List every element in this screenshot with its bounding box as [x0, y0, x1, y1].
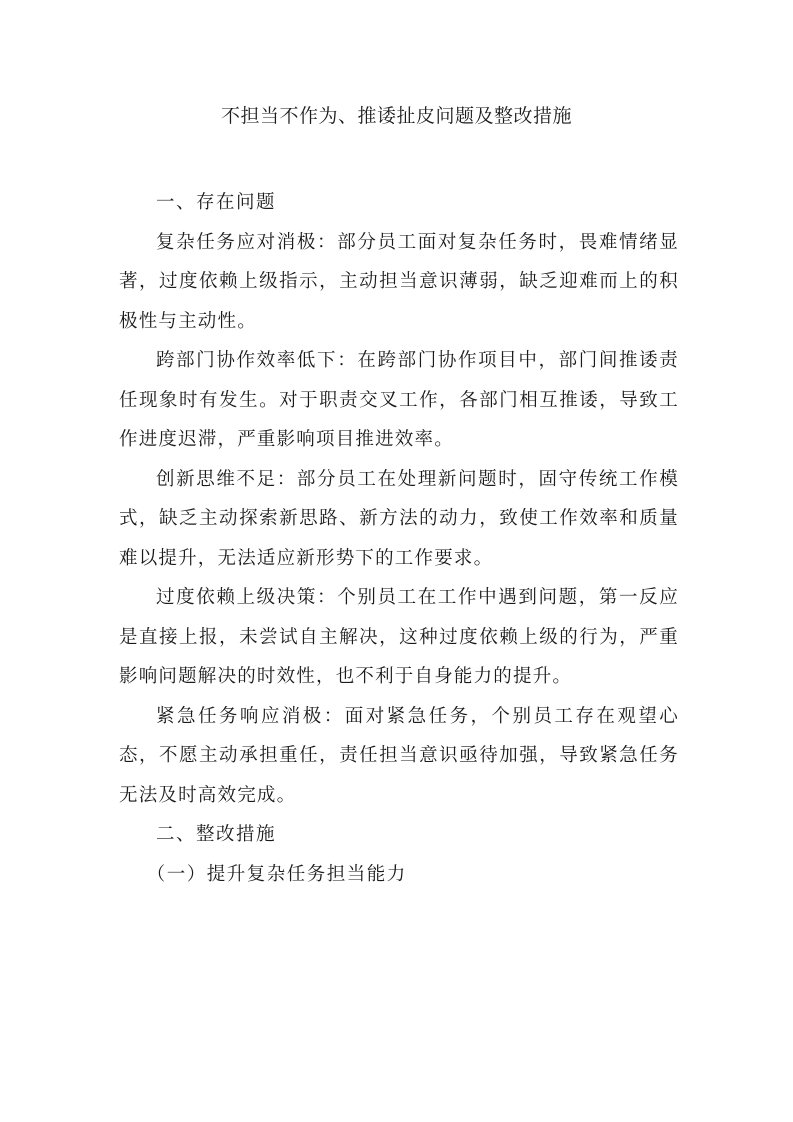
- section-heading-measures: 二、整改措施: [156, 824, 277, 845]
- paragraph-innovation: 创新思维不足：部分员工在处理新问题时，固守传统工作模式，缺乏主动探索新思路、新方法的动力，致使工作效率和质量难以提升，无法适应新形势下的工作要求。: [119, 468, 679, 569]
- paragraph-over-reliance: 过度依赖上级决策：个别员工在工作中遇到问题，第一反应是直接上报，未尝试自主解决，这种过度依赖上级的行为，严重影响问题解决的时效性，也不利于自身能力的提升。: [119, 587, 679, 687]
- section-heading-problems: 一、存在问题: [156, 192, 277, 213]
- subsection-heading-complex-tasks: （一）提升复杂任务担当能力: [146, 863, 407, 885]
- document-body: [119, 183, 679, 894]
- paragraph-cross-department: 跨部门协作效率低下：在跨部门协作项目中，部门间推诿责任现象时有发生。对于职责交叉工作，各部门相互推诿，导致工作进度迟滞，严重影响项目推进效率。: [119, 350, 679, 450]
- paragraph-urgent-tasks: 紧急任务响应消极：面对紧急任务，个别员工存在观望心态，不愿主动承担重任，责任担当意识亟待加强，导致紧急任务无法及时高效完成。: [119, 705, 679, 806]
- document-title: 不担当不作为、推诿扯皮问题及整改措施: [220, 105, 572, 127]
- paragraph-complex-tasks: 复杂任务应对消极：部分员工面对复杂任务时，畏难情绪显著，过度依赖上级指示，主动担当意识薄弱，缺乏迎难而上的积极性与主动性。: [119, 231, 679, 332]
